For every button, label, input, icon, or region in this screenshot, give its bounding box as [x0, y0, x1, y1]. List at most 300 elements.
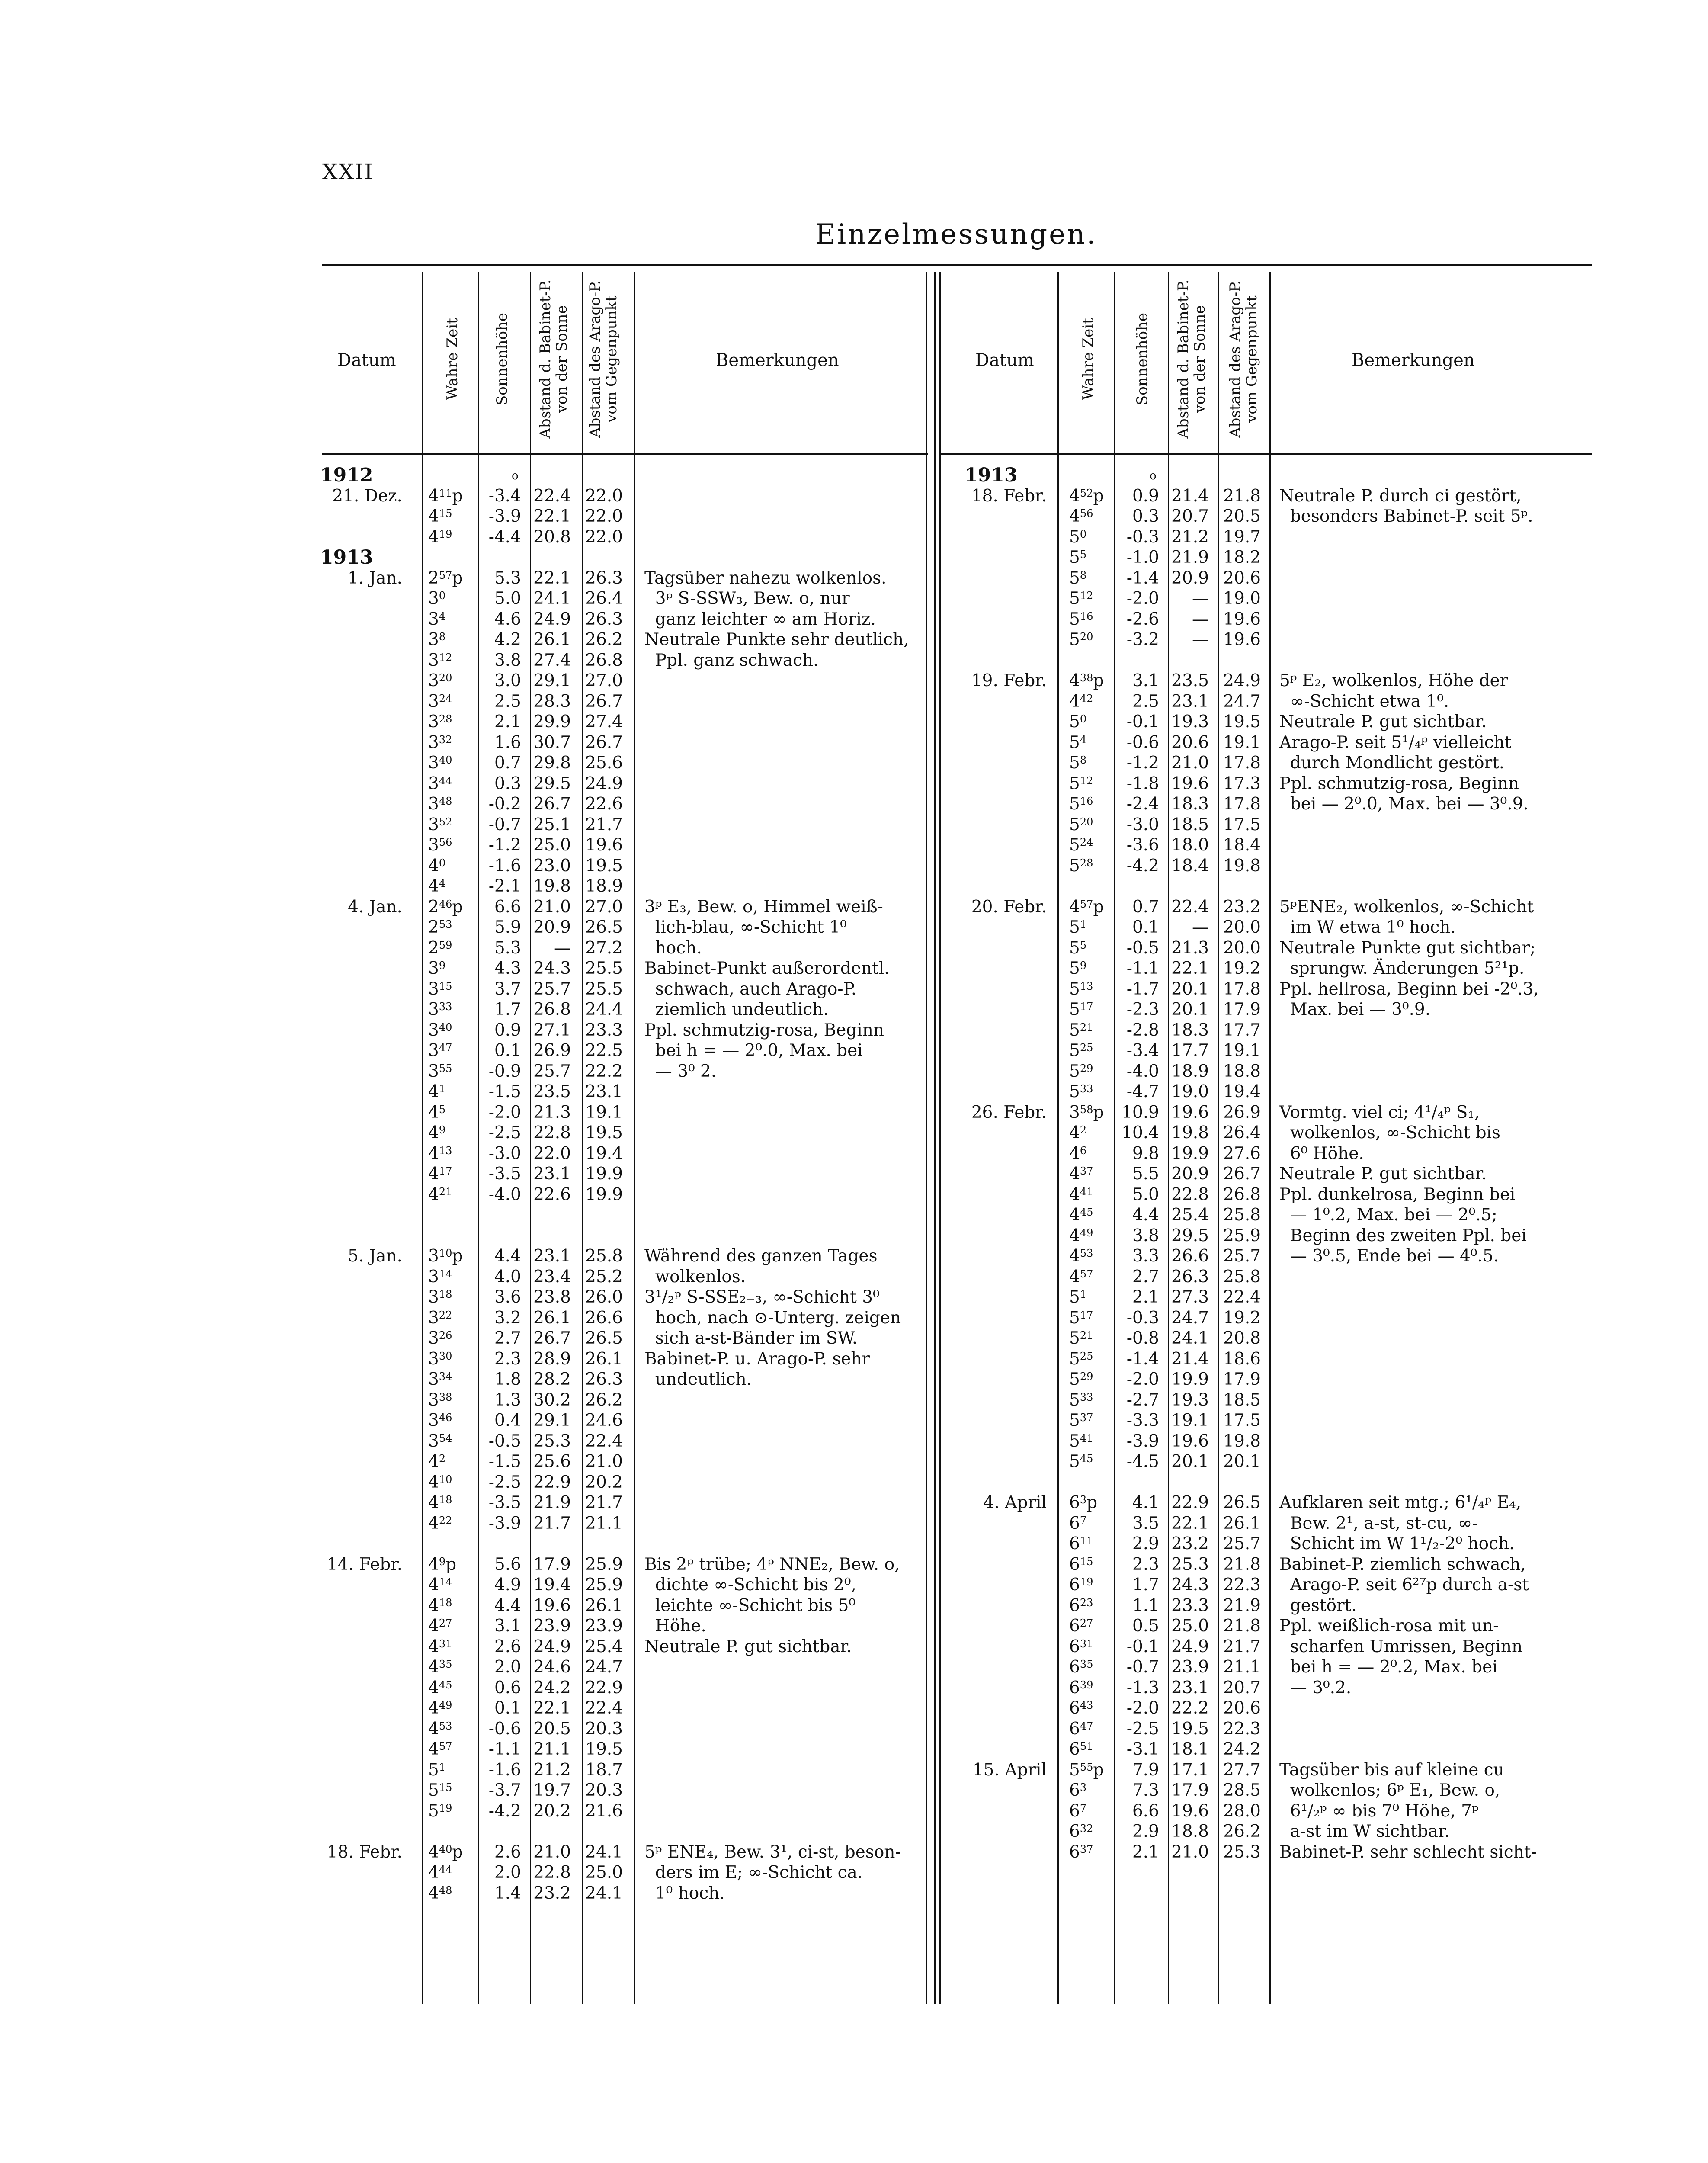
right-time-cell: [1069, 897, 1104, 917]
left-arago-distance-cell: 25.2: [585, 1267, 623, 1287]
left-arago-distance-cell: 25.8: [585, 1246, 623, 1266]
left-time-hour: 5: [428, 1801, 439, 1821]
right-time-minute: 5: [1080, 939, 1087, 951]
right-sun-altitude-cell: -2.4: [1126, 794, 1159, 814]
right-time-cell: [1069, 1328, 1093, 1348]
left-time-minute: 10: [439, 1247, 452, 1259]
right-degree-mark: o: [1150, 469, 1157, 482]
right-sun-altitude-cell: 2.9: [1132, 1822, 1159, 1841]
right-sun-altitude-cell: -4.5: [1126, 1452, 1159, 1471]
right-time-hour: 4: [1069, 1123, 1080, 1142]
right-time-hour: 5: [1069, 1760, 1080, 1780]
left-babinet-distance-cell: 24.9: [533, 609, 571, 629]
left-degree-mark: o: [512, 469, 519, 482]
right-time-minute: 12: [1080, 774, 1093, 787]
left-arago-distance-cell: 24.7: [585, 1657, 623, 1677]
right-time-hour: 6: [1069, 1781, 1080, 1800]
left-time-hour: 3: [428, 1411, 439, 1430]
right-time-minute: 21: [1080, 1329, 1093, 1341]
left-time-hour: 4: [428, 1102, 439, 1122]
left-date-label: 4. Jan.: [347, 897, 402, 917]
left-time-pm: p: [452, 486, 463, 506]
right-time-minute: 49: [1080, 1226, 1093, 1239]
right-time-hour: 5: [1069, 1287, 1080, 1307]
left-babinet-distance-cell: 22.1: [533, 1698, 571, 1718]
header-rule-left: [322, 453, 928, 455]
left-time-hour: 3: [428, 815, 439, 834]
right-time-hour: 5: [1069, 568, 1080, 588]
left-time-cell: [428, 1472, 452, 1492]
right-header-sonnenhoehe-label: Sonnenhöhe: [1134, 313, 1151, 405]
left-babinet-distance-cell: 24.9: [533, 1637, 571, 1656]
right-time-cell: [1069, 1390, 1093, 1410]
left-time-hour: 3: [428, 1308, 439, 1328]
right-arago-distance-cell: 19.1: [1223, 1041, 1261, 1060]
right-time-cell: [1069, 1678, 1093, 1698]
left-sun-altitude-cell: 3.6: [494, 1287, 521, 1307]
left-time-minute: 10: [439, 1473, 452, 1486]
left-time-minute: 34: [439, 1370, 452, 1383]
left-time-hour: 4: [428, 876, 439, 896]
left-time-cell: [428, 650, 452, 671]
right-arago-distance-cell: 25.7: [1223, 1534, 1261, 1553]
left-time-minute: 1: [439, 1083, 446, 1095]
left-arago-distance-cell: 19.4: [585, 1143, 623, 1163]
left-time-minute: 40: [439, 754, 452, 766]
left-babinet-distance-cell: 21.0: [533, 1842, 571, 1862]
right-babinet-distance-cell: 25.0: [1171, 1616, 1209, 1636]
left-sun-altitude-cell: 1.6: [494, 732, 521, 752]
right-arago-distance-cell: 21.7: [1223, 1637, 1261, 1656]
left-time-hour: 4: [428, 507, 439, 526]
left-time-minute: 19: [439, 1802, 452, 1814]
right-arago-distance-cell: 19.5: [1223, 712, 1261, 732]
left-arago-distance-cell: 18.9: [585, 876, 623, 896]
left-time-minute: 17: [439, 1165, 452, 1177]
right-time-hour: 5: [1069, 959, 1080, 978]
right-sun-altitude-cell: 10.9: [1122, 1102, 1159, 1122]
left-time-minute: 14: [439, 1576, 452, 1588]
right-arago-distance-cell: 19.1: [1223, 732, 1261, 752]
right-sun-altitude-cell: -0.8: [1126, 1329, 1159, 1348]
left-year-label: 1913: [320, 546, 373, 568]
right-time-minute: 43: [1080, 1699, 1093, 1711]
right-time-hour: 6: [1069, 1595, 1080, 1615]
right-time-minute: 19: [1080, 1576, 1093, 1588]
right-time-cell: [1069, 1123, 1086, 1143]
left-remark-block: Während des ganzen Tages wolkenlos. 3¹/₂ᵖ S-SSE₂₋₃, ∞-Schicht 3⁰ hoch, nach ⊙-Unterg. zeigen sich a-st-Bänder im SW. Babinet-P. u. Arago-P. sehr undeutlich.: [644, 1246, 901, 1389]
right-arago-distance-cell: 25.9: [1223, 1226, 1261, 1245]
left-arago-distance-cell: 26.1: [585, 1595, 623, 1615]
left-time-hour: 4: [428, 1719, 439, 1739]
right-time-hour: 4: [1069, 507, 1080, 526]
left-sun-altitude-cell: -0.6: [488, 1719, 521, 1739]
left-babinet-distance-cell: 25.7: [533, 979, 571, 999]
right-date-label: 20. Febr.: [971, 897, 1047, 917]
left-time-hour: 3: [428, 1287, 439, 1307]
right-babinet-distance-cell: 18.4: [1171, 856, 1209, 876]
left-remark-block: Bis 2ᵖ trübe; 4ᵖ NNE₂, Bew. o, dichte ∞-Schicht bis 2⁰, leichte ∞-Schicht bis 5⁰ Höhe. Neutrale P. gut sichtbar.: [644, 1554, 900, 1656]
right-sun-altitude-cell: -3.3: [1126, 1411, 1159, 1430]
left-arago-distance-cell: 23.1: [585, 1082, 623, 1101]
right-time-minute: 8: [1080, 754, 1087, 766]
right-babinet-distance-cell: 19.0: [1171, 1082, 1209, 1101]
left-arago-distance-cell: 25.5: [585, 959, 623, 978]
right-time-minute: 16: [1080, 610, 1093, 623]
right-table-row: [0, 1267, 1708, 1287]
left-sun-altitude-cell: -4.0: [488, 1184, 521, 1204]
right-arago-distance-cell: 27.6: [1223, 1143, 1261, 1163]
right-sun-altitude-cell: 3.8: [1132, 1226, 1159, 1245]
right-arago-distance-cell: 20.8: [1223, 1329, 1261, 1348]
right-time-cell: [1069, 691, 1093, 712]
right-arago-distance-cell: 20.6: [1223, 568, 1261, 588]
left-arago-distance-cell: 23.3: [585, 1020, 623, 1040]
right-arago-distance-cell: 19.8: [1223, 856, 1261, 876]
left-arago-distance-cell: 22.6: [585, 794, 623, 814]
right-time-cell: [1069, 506, 1093, 526]
right-time-hour: 6: [1069, 1575, 1080, 1595]
right-babinet-distance-cell: 26.3: [1171, 1267, 1209, 1287]
right-time-cell: [1069, 629, 1093, 650]
left-time-minute: 31: [439, 1637, 452, 1650]
left-time-minute: 28: [439, 713, 452, 725]
right-time-minute: 31: [1080, 1637, 1093, 1650]
left-time-hour: 3: [428, 671, 439, 690]
left-arago-distance-cell: 26.3: [585, 609, 623, 629]
right-sun-altitude-cell: -2.0: [1126, 1698, 1159, 1718]
right-time-hour: 6: [1069, 1801, 1080, 1821]
right-date-label: 26. Febr.: [971, 1102, 1047, 1122]
left-arago-distance-cell: 20.2: [585, 1472, 623, 1492]
right-babinet-distance-cell: 18.3: [1171, 794, 1209, 814]
right-babinet-distance-cell: 18.9: [1171, 1061, 1209, 1081]
right-arago-distance-cell: 19.6: [1223, 630, 1261, 649]
left-time-hour: 5: [428, 1781, 439, 1800]
left-babinet-distance-cell: 26.7: [533, 794, 571, 814]
left-babinet-distance-cell: 28.3: [533, 691, 571, 711]
right-time-cell: [1069, 1595, 1093, 1616]
left-time-minute: 4: [439, 610, 446, 623]
left-time-hour: 4: [428, 1698, 439, 1718]
right-time-hour: 5: [1069, 1452, 1080, 1471]
right-time-minute: 13: [1080, 980, 1093, 992]
right-babinet-distance-cell: 27.3: [1171, 1287, 1209, 1307]
left-time-cell: [428, 1883, 452, 1903]
right-sun-altitude-cell: 3.5: [1132, 1513, 1159, 1533]
left-time-hour: 4: [428, 1739, 439, 1759]
right-time-hour: 4: [1069, 1143, 1080, 1163]
right-time-cell: [1069, 1616, 1093, 1636]
left-sun-altitude-cell: 2.5: [494, 691, 521, 711]
right-time-cell: [1069, 1780, 1086, 1800]
left-time-minute: 55: [439, 1062, 452, 1075]
right-babinet-distance-cell: 21.2: [1171, 527, 1209, 547]
right-sun-altitude-cell: 10.4: [1122, 1123, 1159, 1142]
right-time-cell: [1069, 1637, 1093, 1657]
left-babinet-distance-cell: 26.8: [533, 1000, 571, 1019]
left-babinet-distance-cell: 22.8: [533, 1863, 571, 1882]
right-time-minute: 57: [1080, 1268, 1093, 1280]
left-babinet-distance-cell: 28.2: [533, 1370, 571, 1389]
right-time-hour: 5: [1069, 609, 1080, 629]
right-time-minute: 6: [1080, 1144, 1087, 1157]
left-time-minute: 44: [439, 774, 452, 787]
right-table-row: [0, 1287, 1708, 1307]
right-arago-distance-cell: 26.7: [1223, 1164, 1261, 1184]
right-sun-altitude-cell: -1.4: [1126, 1349, 1159, 1369]
left-arago-distance-cell: 21.6: [585, 1801, 623, 1821]
left-time-cell: [428, 876, 445, 896]
left-time-minute: 48: [439, 795, 452, 807]
right-time-hour: 6: [1069, 1554, 1080, 1574]
left-babinet-distance-cell: 23.9: [533, 1616, 571, 1636]
right-time-pm: p: [1093, 486, 1104, 506]
right-arago-distance-cell: 18.8: [1223, 1061, 1261, 1081]
right-babinet-distance-cell: 20.7: [1171, 507, 1209, 526]
left-sun-altitude-cell: 3.8: [494, 650, 521, 670]
left-sun-altitude-cell: 4.3: [494, 959, 521, 978]
right-sun-altitude-cell: -1.2: [1126, 753, 1159, 773]
right-time-hour: 5: [1069, 918, 1080, 937]
right-sun-altitude-cell: -3.2: [1126, 630, 1159, 649]
left-sun-altitude-cell: -0.7: [488, 815, 521, 834]
left-arago-distance-cell: 25.9: [585, 1554, 623, 1574]
left-arago-distance-cell: 19.5: [585, 1739, 623, 1759]
right-arago-distance-cell: 19.2: [1223, 1308, 1261, 1328]
left-time-minute: 0: [439, 857, 446, 869]
right-sun-altitude-cell: -1.4: [1126, 568, 1159, 588]
left-sun-altitude-cell: 4.6: [494, 609, 521, 629]
left-babinet-distance-cell: 30.2: [533, 1390, 571, 1410]
right-time-minute: 21: [1080, 1021, 1093, 1033]
right-time-minute: 12: [1080, 590, 1093, 602]
right-arago-distance-cell: 20.7: [1223, 1678, 1261, 1698]
left-time-minute: 57: [439, 569, 452, 581]
left-time-minute: 9: [439, 960, 446, 972]
right-time-cell: [1069, 1431, 1093, 1451]
right-babinet-distance-cell: 19.1: [1171, 1411, 1209, 1430]
right-table-row: [0, 527, 1708, 547]
left-time-minute: 26: [439, 1329, 452, 1341]
right-sun-altitude-cell: 3.3: [1132, 1246, 1159, 1266]
right-time-minute: 7: [1080, 1514, 1087, 1527]
right-time-hour: 6: [1069, 1678, 1080, 1698]
right-sun-altitude-cell: -2.8: [1126, 1020, 1159, 1040]
right-time-cell: [1069, 856, 1093, 876]
left-table-row: [0, 1472, 1708, 1492]
left-babinet-distance-cell: 22.0: [533, 1143, 571, 1163]
right-time-minute: 1: [1080, 918, 1087, 931]
right-time-minute: 41: [1080, 1185, 1093, 1198]
left-babinet-distance-cell: 27.1: [533, 1020, 571, 1040]
right-table-row: [0, 835, 1708, 855]
right-sun-altitude-cell: -0.1: [1126, 1637, 1159, 1656]
right-time-minute: 25: [1080, 1042, 1093, 1054]
left-remark-block: 5ᵖ ENE₄, Bew. 3¹, ci-st, beson- ders im E; ∞-Schicht ca. 1⁰ hoch.: [644, 1842, 901, 1903]
left-time-minute: 22: [439, 1309, 452, 1321]
left-arago-distance-cell: 26.5: [585, 1329, 623, 1348]
right-babinet-distance-cell: 19.6: [1171, 1102, 1209, 1122]
left-arago-distance-cell: 20.3: [585, 1719, 623, 1739]
left-year-label: 1912: [320, 464, 373, 486]
left-time-minute: 14: [439, 1268, 452, 1280]
left-sun-altitude-cell: 2.0: [494, 1863, 521, 1882]
left-babinet-distance-cell: 29.1: [533, 1411, 571, 1430]
left-time-minute: 35: [439, 1658, 452, 1670]
left-time-hour: 3: [428, 609, 439, 629]
right-time-minute: 29: [1080, 1370, 1093, 1383]
right-remark-block: Aufklaren seit mtg.; 6¹/₄ᵖ E₄, Bew. 2¹, a-st, st-cu, ∞- Schicht im W 1¹/₂-2⁰ hoch. Babinet-P. ziemlich schwach, Arago-P. seit 6²⁷p durch a-st gestört. Ppl. weißlich-rosa mit un- scharfen Umrissen, Beginn bei h = — 2⁰.2, Max. bei — 3⁰.2.: [1279, 1493, 1529, 1698]
left-time-hour: 4: [428, 1616, 439, 1636]
right-arago-distance-cell: 20.6: [1223, 1698, 1261, 1718]
right-time-cell: [1069, 1349, 1093, 1369]
right-time-minute: 51: [1080, 1740, 1093, 1752]
left-remark-block: 3ᵖ E₃, Bew. o, Himmel weiß- lich-blau, ∞-Schicht 1⁰ hoch. Babinet-Punkt außerordentl. schwach, auch Arago-P. ziemlich undeutlich. Ppl. schmutzig-rosa, Beginn bei h = — 2⁰.0, Max. bei — 3⁰ 2.: [644, 897, 890, 1081]
left-sun-altitude-cell: -4.2: [488, 1801, 521, 1821]
left-babinet-distance-cell: 30.7: [533, 732, 571, 752]
right-time-minute: 52: [1080, 487, 1093, 499]
left-sun-altitude-cell: 4.4: [494, 1595, 521, 1615]
left-sun-altitude-cell: -3.0: [488, 1143, 521, 1163]
right-arago-distance-cell: 25.8: [1223, 1267, 1261, 1287]
right-arago-distance-cell: 18.4: [1223, 835, 1261, 855]
right-table-row: [0, 588, 1708, 609]
left-sun-altitude-cell: 3.2: [494, 1308, 521, 1328]
right-sun-altitude-cell: 5.0: [1132, 1184, 1159, 1204]
left-time-pm: p: [452, 1842, 463, 1862]
left-sun-altitude-cell: 3.1: [494, 1616, 521, 1636]
right-table-row: [0, 629, 1708, 650]
left-arago-distance-cell: 27.0: [585, 897, 623, 917]
right-time-hour: 5: [1069, 1329, 1080, 1348]
left-arago-distance-cell: 22.5: [585, 1041, 623, 1060]
right-sun-altitude-cell: -3.6: [1126, 835, 1159, 855]
page-title: Einzelmessungen.: [815, 218, 1097, 250]
right-arago-distance-cell: 19.8: [1223, 1431, 1261, 1451]
right-babinet-distance-cell: 19.3: [1171, 712, 1209, 732]
right-arago-distance-cell: 21.8: [1223, 1554, 1261, 1574]
right-babinet-distance-cell: 21.0: [1171, 1842, 1209, 1862]
right-babinet-distance-cell: 26.6: [1171, 1246, 1209, 1266]
left-babinet-distance-cell: 28.9: [533, 1349, 571, 1369]
left-time-hour: 4: [428, 1883, 439, 1903]
left-time-hour: 4: [428, 1082, 439, 1101]
right-remark-block: 5ᵖ E₂, wolkenlos, Höhe der ∞-Schicht etwa 1⁰. Neutrale P. gut sichtbar. Arago-P. seit 5¹/₄ᵖ vielleicht durch Mondlicht gestört. Ppl. schmutzig-rosa, Beginn bei — 2⁰.0, Max. bei — 3⁰.9.: [1279, 671, 1529, 814]
left-babinet-distance-cell: 26.1: [533, 1308, 571, 1328]
right-time-cell: [1069, 1164, 1093, 1184]
right-time-cell: [1069, 753, 1086, 773]
left-arago-distance-cell: 27.0: [585, 671, 623, 690]
right-sun-altitude-cell: -3.4: [1126, 1041, 1159, 1060]
right-arago-distance-cell: 20.5: [1223, 507, 1261, 526]
right-header-abstand-arago-label: Abstand des Arago-P. vom Gegenpunkt: [1227, 280, 1260, 438]
right-time-hour: 3: [1069, 1102, 1080, 1122]
left-arago-distance-cell: 25.5: [585, 979, 623, 999]
right-table-row: [0, 1308, 1708, 1328]
right-time-cell: [1069, 1246, 1093, 1266]
left-babinet-distance-cell: 21.3: [533, 1102, 571, 1122]
right-time-hour: 5: [1069, 1000, 1080, 1019]
right-time-hour: 5: [1069, 1370, 1080, 1389]
right-sun-altitude-cell: -4.0: [1126, 1061, 1159, 1081]
right-table-row: [0, 1431, 1708, 1451]
right-time-cell: [1069, 1554, 1093, 1575]
left-time-minute: 30: [439, 1350, 452, 1362]
right-time-cell: [1069, 1492, 1097, 1513]
left-time-hour: 3: [428, 732, 439, 752]
right-sun-altitude-cell: -3.9: [1126, 1431, 1159, 1451]
right-sun-altitude-cell: -0.5: [1126, 938, 1159, 958]
left-arago-distance-cell: 18.7: [585, 1760, 623, 1780]
right-time-minute: 33: [1080, 1083, 1093, 1095]
right-babinet-distance-cell: 25.4: [1171, 1205, 1209, 1225]
left-sun-altitude-cell: 2.3: [494, 1349, 521, 1369]
left-sun-altitude-cell: 4.9: [494, 1575, 521, 1595]
left-babinet-distance-cell: 20.2: [533, 1801, 571, 1821]
right-table-row: [0, 1328, 1708, 1348]
left-babinet-distance-cell: 22.1: [533, 568, 571, 588]
right-table-row: [0, 856, 1708, 876]
right-time-minute: 11: [1080, 1535, 1093, 1547]
left-sun-altitude-cell: -0.9: [488, 1061, 521, 1081]
right-time-hour: 5: [1069, 938, 1080, 958]
left-sun-altitude-cell: -0.2: [488, 794, 521, 814]
left-arago-distance-cell: 25.0: [585, 1863, 623, 1882]
left-time-minute: 19: [439, 528, 452, 540]
left-time-hour: 4: [428, 1123, 439, 1142]
right-time-minute: 17: [1080, 1001, 1093, 1013]
left-time-hour: 3: [428, 1349, 439, 1369]
right-sun-altitude-cell: -1.7: [1126, 979, 1159, 999]
right-sun-altitude-cell: -3.1: [1126, 1739, 1159, 1759]
left-babinet-distance-cell: 22.6: [533, 1184, 571, 1204]
right-arago-distance-cell: 17.9: [1223, 1370, 1261, 1389]
right-time-cell: [1069, 1534, 1093, 1554]
right-babinet-distance-cell: 23.3: [1171, 1595, 1209, 1615]
left-sun-altitude-cell: -3.9: [488, 507, 521, 526]
left-arago-distance-cell: 24.4: [585, 1000, 623, 1019]
right-time-cell: [1069, 609, 1093, 629]
right-year-label: 1913: [965, 464, 1018, 486]
left-babinet-distance-cell: 24.3: [533, 959, 571, 978]
left-babinet-distance-cell: 22.8: [533, 1123, 571, 1142]
left-header-wahre-zeit-label: Wahre Zeit: [444, 318, 461, 400]
right-arago-distance-cell: 17.9: [1223, 1000, 1261, 1019]
right-arago-distance-cell: 20.1: [1223, 1452, 1261, 1471]
right-date-label: 15. April: [972, 1760, 1047, 1780]
right-arago-distance-cell: 17.3: [1223, 773, 1261, 793]
left-time-minute: 8: [439, 631, 446, 643]
left-time-minute: 46: [439, 898, 452, 910]
right-babinet-distance-cell: 20.1: [1171, 1000, 1209, 1019]
right-time-cell: [1069, 1061, 1093, 1082]
right-time-hour: 5: [1069, 979, 1080, 999]
right-time-minute: 23: [1080, 1596, 1093, 1609]
right-babinet-distance-cell: 19.3: [1171, 1390, 1209, 1410]
right-arago-distance-cell: 19.4: [1223, 1082, 1261, 1101]
right-time-hour: 5: [1069, 815, 1080, 834]
right-time-cell: [1069, 1698, 1093, 1718]
right-sun-altitude-cell: -1.0: [1126, 548, 1159, 567]
right-babinet-distance-cell: 21.9: [1171, 548, 1209, 567]
right-sun-altitude-cell: 6.6: [1132, 1801, 1159, 1821]
right-arago-distance-cell: 17.8: [1223, 979, 1261, 999]
left-sun-altitude-cell: 2.7: [494, 1329, 521, 1348]
left-time-minute: 49: [439, 1699, 452, 1711]
right-time-cell: [1069, 712, 1086, 732]
right-time-cell: [1069, 1184, 1093, 1205]
